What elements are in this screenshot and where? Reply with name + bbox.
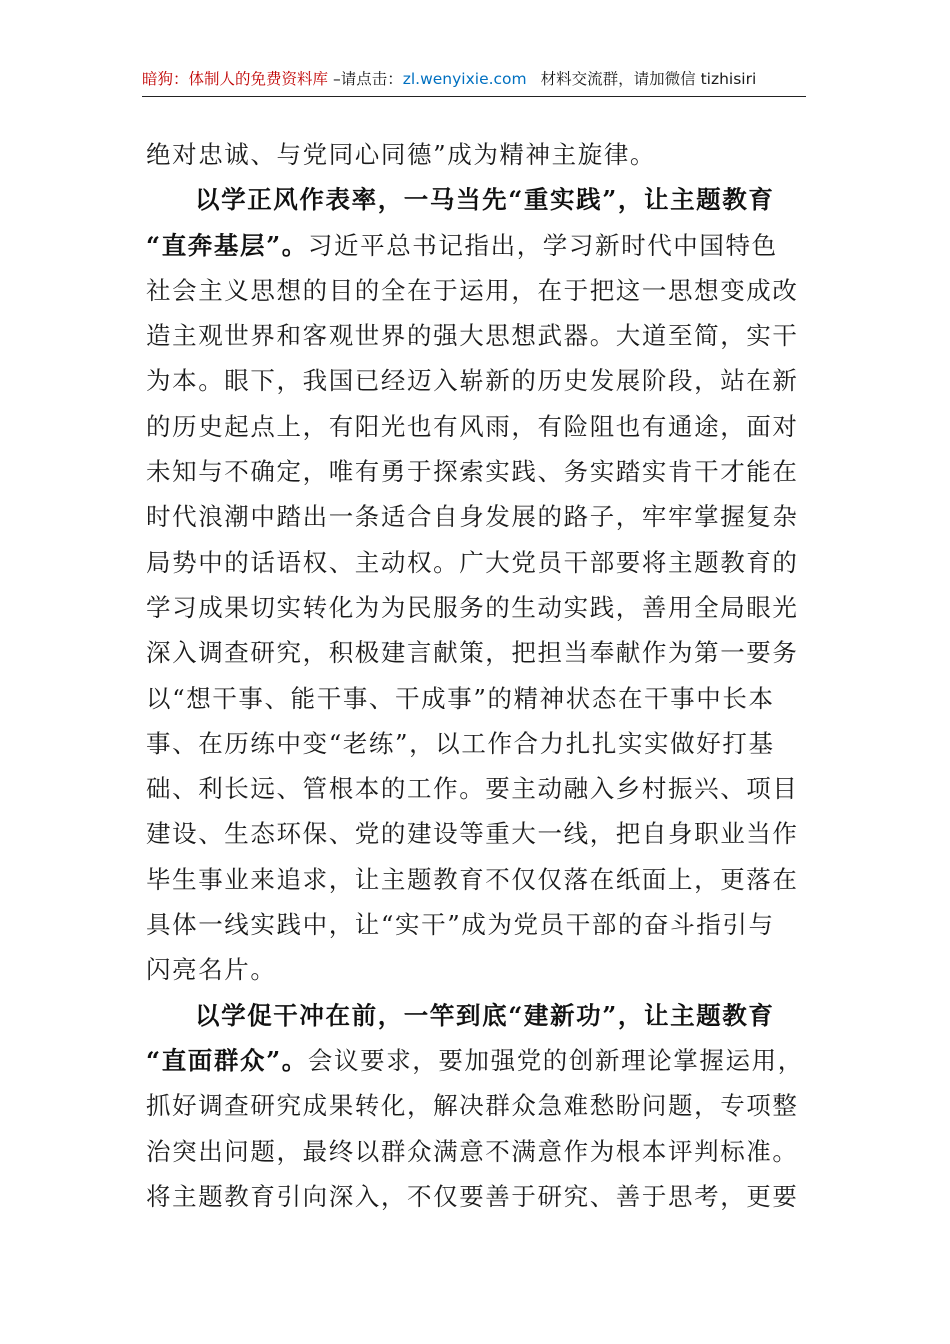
text-line	[146, 947, 810, 992]
line-text: 闪亮名片。	[146, 955, 277, 985]
bold-heading: 以学正风作表率，一马当先“重实践”，让主题教育	[195, 185, 775, 215]
bold-heading: “直面群众”。	[146, 1045, 308, 1075]
text-line	[146, 1083, 810, 1128]
text-line	[146, 540, 810, 585]
line-text: 毕生事业来追求，让主题教育不仅仅落在纸面上，更落在	[146, 864, 799, 894]
line-text: 的历史起点上，有阳光也有风雨，有险阻也有通途，面对	[146, 411, 799, 441]
text-line	[146, 404, 810, 449]
header-group-info: 材料交流群，请加微信 tizhisiri	[540, 70, 757, 88]
line-text: 时代浪潮中踏出一条适合自身发展的路子，牢牢掌握复杂	[146, 502, 799, 532]
header-site-name: 暗狗：体制人的免费资料库	[142, 70, 329, 88]
text-line	[146, 1174, 810, 1219]
bold-heading: 以学促干冲在前，一竿到底“建新功”，让主题教育	[195, 1000, 775, 1030]
line-text: 深入调查研究，积极建言献策，把担当奉献作为第一要务	[146, 638, 799, 668]
text-line	[146, 993, 810, 1038]
header-click-prompt: –请点击：	[328, 70, 403, 88]
line-text: 造主观世界和客观世界的强大思想武器。大道至简，实干	[146, 321, 799, 351]
header-url-link[interactable]: zl.wenyixie.com	[402, 70, 527, 88]
line-text: 具体一线实践中，让“实干”成为党员干部的奋斗指引与	[146, 910, 775, 940]
bold-heading: “直奔基层”。	[146, 230, 308, 260]
text-line	[146, 132, 810, 177]
line-text: 局势中的话语权、主动权。广大党员干部要将主题教育的	[146, 547, 799, 577]
text-line	[146, 449, 810, 494]
text-line	[146, 313, 810, 358]
page-header	[142, 66, 806, 97]
line-text: 为本。眼下，我国已经迈入崭新的历史发展阶段，站在新	[146, 366, 799, 396]
text-line	[146, 721, 810, 766]
line-text: 以“想干事、能干事、干成事”的精神状态在干事中长本	[146, 683, 775, 713]
text-line	[146, 811, 810, 856]
line-text: 治突出问题，最终以群众满意不满意作为根本评判标准。	[146, 1136, 799, 1166]
line-text: 将主题教育引向深入，不仅要善于研究、善于思考，更要	[146, 1181, 799, 1211]
line-text: 习近平总书记指出，学习新时代中国特色	[307, 230, 778, 260]
text-line	[146, 1038, 810, 1083]
line-text: 础、利长远、管根本的工作。要主动融入乡村振兴、项目	[146, 774, 799, 804]
line-text: 会议要求，要加强党的创新理论掌握运用，	[307, 1045, 804, 1075]
text-line	[146, 585, 810, 630]
text-line	[146, 857, 810, 902]
line-text: 未知与不确定，唯有勇于探索实践、务实踏实肯干才能在	[146, 457, 799, 487]
line-text: 学习成果切实转化为为民服务的生动实践，善用全局眼光	[146, 592, 799, 622]
line-text: 抓好调查研究成果转化，解决群众急难愁盼问题，专项整	[146, 1091, 799, 1121]
text-line	[146, 766, 810, 811]
line-text: 社会主义思想的目的全在于运用，在于把这一思想变成改	[146, 275, 799, 305]
text-line	[146, 494, 810, 539]
text-line	[146, 630, 810, 675]
text-line	[146, 902, 810, 947]
text-line	[146, 1129, 810, 1174]
text-line	[146, 177, 810, 222]
document-body	[146, 132, 810, 1219]
text-line	[146, 268, 810, 313]
line-text: 绝对忠诚、与党同心同德”成为精神主旋律。	[146, 140, 657, 169]
line-text: 建设、生态环保、党的建设等重大一线，把自身职业当作	[146, 819, 799, 849]
text-line	[146, 676, 810, 721]
text-line	[146, 358, 810, 403]
line-text: 事、在历练中变“老练”，以工作合力扎扎实实做好打基	[146, 728, 775, 758]
text-line	[146, 223, 810, 268]
